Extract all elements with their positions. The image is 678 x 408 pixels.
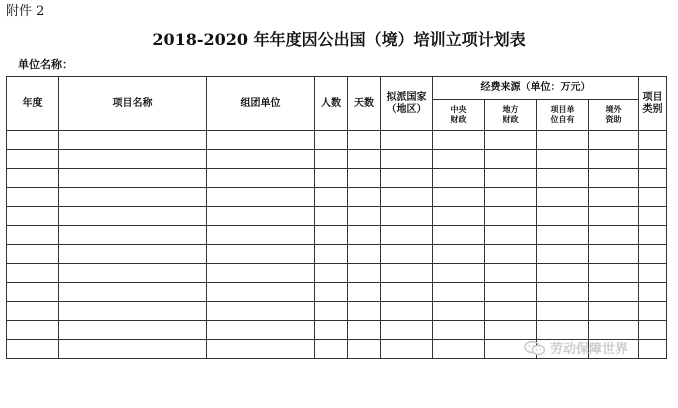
cell-organizer bbox=[207, 169, 315, 188]
cell-local-finance bbox=[485, 245, 537, 264]
cell-local-finance bbox=[485, 283, 537, 302]
table-row bbox=[7, 131, 667, 150]
cell-unit-own-funds bbox=[537, 245, 589, 264]
cell-days bbox=[348, 188, 381, 207]
cell-destination bbox=[381, 131, 433, 150]
cell-days bbox=[348, 340, 381, 359]
header-central-finance bbox=[433, 100, 485, 131]
page-title: 2018-2020 年年度因公出国（境）培训立项计划表 bbox=[152, 30, 526, 49]
cell-unit-own-funds bbox=[537, 150, 589, 169]
cell-destination bbox=[381, 283, 433, 302]
cell-local-finance bbox=[485, 321, 537, 340]
cell-central-finance bbox=[433, 245, 485, 264]
cell-project-name bbox=[59, 226, 207, 245]
cell-people bbox=[315, 169, 348, 188]
cell-unit-own-funds bbox=[537, 169, 589, 188]
cell-unit-own-funds bbox=[537, 226, 589, 245]
cell-category bbox=[639, 302, 667, 321]
cell-local-finance bbox=[485, 264, 537, 283]
header-central-finance-line1: 中央 bbox=[450, 105, 467, 114]
cell-central-finance bbox=[433, 321, 485, 340]
cell-local-finance bbox=[485, 302, 537, 321]
header-days: 天数 bbox=[348, 77, 381, 131]
cell-days bbox=[348, 207, 381, 226]
cell-year bbox=[7, 207, 59, 226]
cell-people bbox=[315, 321, 348, 340]
cell-days bbox=[348, 283, 381, 302]
cell-central-finance bbox=[433, 188, 485, 207]
cell-central-finance bbox=[433, 302, 485, 321]
header-destination: 拟派国家（地区） bbox=[381, 77, 433, 131]
table-row bbox=[7, 150, 667, 169]
header-local-finance bbox=[485, 100, 537, 131]
cell-unit-own-funds bbox=[537, 283, 589, 302]
cell-days bbox=[348, 302, 381, 321]
cell-project-name bbox=[59, 150, 207, 169]
cell-year bbox=[7, 245, 59, 264]
cell-overseas-funding bbox=[589, 264, 639, 283]
cell-organizer bbox=[207, 207, 315, 226]
cell-year bbox=[7, 302, 59, 321]
cell-overseas-funding bbox=[589, 131, 639, 150]
cell-local-finance bbox=[485, 169, 537, 188]
cell-year bbox=[7, 264, 59, 283]
cell-project-name bbox=[59, 131, 207, 150]
cell-local-finance bbox=[485, 226, 537, 245]
cell-project-name bbox=[59, 245, 207, 264]
header-overseas-funding bbox=[589, 100, 639, 131]
table-row bbox=[7, 188, 667, 207]
wechat-icon bbox=[524, 340, 546, 356]
cell-year bbox=[7, 169, 59, 188]
cell-people bbox=[315, 245, 348, 264]
cell-year bbox=[7, 340, 59, 359]
cell-year bbox=[7, 226, 59, 245]
cell-people bbox=[315, 340, 348, 359]
header-local-finance-line1: 地方 bbox=[502, 105, 519, 114]
cell-year bbox=[7, 188, 59, 207]
table-row bbox=[7, 302, 667, 321]
table-row bbox=[7, 321, 667, 340]
cell-people bbox=[315, 131, 348, 150]
cell-destination bbox=[381, 150, 433, 169]
header-organizer: 组团单位 bbox=[207, 77, 315, 131]
plan-table bbox=[6, 76, 667, 359]
cell-local-finance bbox=[485, 150, 537, 169]
cell-local-finance bbox=[485, 131, 537, 150]
cell-organizer bbox=[207, 131, 315, 150]
header-project-name: 项目名称 bbox=[59, 77, 207, 131]
cell-central-finance bbox=[433, 226, 485, 245]
cell-organizer bbox=[207, 302, 315, 321]
cell-central-finance bbox=[433, 264, 485, 283]
cell-unit-own-funds bbox=[537, 188, 589, 207]
cell-unit-own-funds bbox=[537, 264, 589, 283]
cell-category bbox=[639, 340, 667, 359]
cell-destination bbox=[381, 226, 433, 245]
cell-people bbox=[315, 207, 348, 226]
cell-destination bbox=[381, 302, 433, 321]
cell-organizer bbox=[207, 340, 315, 359]
cell-year bbox=[7, 150, 59, 169]
cell-year bbox=[7, 321, 59, 340]
cell-days bbox=[348, 264, 381, 283]
cell-category bbox=[639, 264, 667, 283]
cell-category bbox=[639, 283, 667, 302]
cell-days bbox=[348, 245, 381, 264]
cell-people bbox=[315, 150, 348, 169]
cell-organizer bbox=[207, 264, 315, 283]
cell-central-finance bbox=[433, 131, 485, 150]
cell-days bbox=[348, 150, 381, 169]
table-row bbox=[7, 207, 667, 226]
cell-central-finance bbox=[433, 207, 485, 226]
cell-destination bbox=[381, 264, 433, 283]
cell-overseas-funding bbox=[589, 321, 639, 340]
cell-central-finance bbox=[433, 150, 485, 169]
cell-project-name bbox=[59, 340, 207, 359]
cell-destination bbox=[381, 188, 433, 207]
header-unit-own-funds-line1: 项目单 bbox=[550, 105, 575, 114]
cell-overseas-funding bbox=[589, 207, 639, 226]
cell-project-name bbox=[59, 283, 207, 302]
cell-destination bbox=[381, 340, 433, 359]
cell-project-name bbox=[59, 321, 207, 340]
cell-overseas-funding bbox=[589, 302, 639, 321]
header-overseas-funding-line2: 资助 bbox=[605, 115, 622, 124]
header-funding-source: 经费来源（单位：万元） bbox=[433, 77, 639, 100]
cell-destination bbox=[381, 207, 433, 226]
cell-organizer bbox=[207, 226, 315, 245]
cell-people bbox=[315, 302, 348, 321]
cell-days bbox=[348, 131, 381, 150]
cell-people bbox=[315, 188, 348, 207]
table-body bbox=[7, 131, 667, 359]
cell-central-finance bbox=[433, 340, 485, 359]
cell-days bbox=[348, 169, 381, 188]
cell-unit-own-funds bbox=[537, 131, 589, 150]
cell-category bbox=[639, 131, 667, 150]
cell-central-finance bbox=[433, 169, 485, 188]
cell-organizer bbox=[207, 188, 315, 207]
cell-destination bbox=[381, 245, 433, 264]
cell-organizer bbox=[207, 283, 315, 302]
cell-local-finance bbox=[485, 207, 537, 226]
cell-overseas-funding bbox=[589, 245, 639, 264]
cell-project-name bbox=[59, 188, 207, 207]
cell-category bbox=[639, 226, 667, 245]
header-unit-own-funds-line2: 位自有 bbox=[550, 115, 575, 124]
cell-overseas-funding bbox=[589, 226, 639, 245]
watermark-text: 劳动保障世界 bbox=[550, 342, 629, 357]
table-row bbox=[7, 226, 667, 245]
header-year: 年度 bbox=[7, 77, 59, 131]
cell-category bbox=[639, 169, 667, 188]
header-central-finance-line2: 财政 bbox=[450, 115, 467, 124]
cell-category bbox=[639, 245, 667, 264]
cell-organizer bbox=[207, 321, 315, 340]
cell-days bbox=[348, 321, 381, 340]
cell-destination bbox=[381, 169, 433, 188]
header-unit-own-funds bbox=[537, 100, 589, 131]
cell-days bbox=[348, 226, 381, 245]
header-local-finance-line2: 财政 bbox=[502, 115, 519, 124]
cell-overseas-funding bbox=[589, 169, 639, 188]
cell-overseas-funding bbox=[589, 188, 639, 207]
cell-category bbox=[639, 150, 667, 169]
watermark bbox=[524, 338, 628, 357]
unit-name-label: 单位名称： bbox=[18, 58, 73, 71]
cell-year bbox=[7, 283, 59, 302]
cell-unit-own-funds bbox=[537, 302, 589, 321]
cell-local-finance bbox=[485, 188, 537, 207]
cell-organizer bbox=[207, 150, 315, 169]
cell-people bbox=[315, 264, 348, 283]
attachment-label: 附件 2 bbox=[6, 4, 45, 19]
cell-unit-own-funds bbox=[537, 321, 589, 340]
cell-people bbox=[315, 283, 348, 302]
table-row bbox=[7, 264, 667, 283]
cell-destination bbox=[381, 321, 433, 340]
cell-project-name bbox=[59, 264, 207, 283]
header-category: 项目类别 bbox=[639, 77, 667, 131]
cell-overseas-funding bbox=[589, 283, 639, 302]
header-people: 人数 bbox=[315, 77, 348, 131]
cell-overseas-funding bbox=[589, 150, 639, 169]
cell-project-name bbox=[59, 302, 207, 321]
cell-organizer bbox=[207, 245, 315, 264]
cell-year bbox=[7, 131, 59, 150]
table-row bbox=[7, 169, 667, 188]
cell-category bbox=[639, 188, 667, 207]
cell-category bbox=[639, 207, 667, 226]
table-row bbox=[7, 245, 667, 264]
cell-project-name bbox=[59, 169, 207, 188]
cell-category bbox=[639, 321, 667, 340]
table-row bbox=[7, 283, 667, 302]
cell-project-name bbox=[59, 207, 207, 226]
cell-unit-own-funds bbox=[537, 207, 589, 226]
cell-people bbox=[315, 226, 348, 245]
cell-central-finance bbox=[433, 283, 485, 302]
header-overseas-funding-line1: 境外 bbox=[605, 105, 622, 114]
